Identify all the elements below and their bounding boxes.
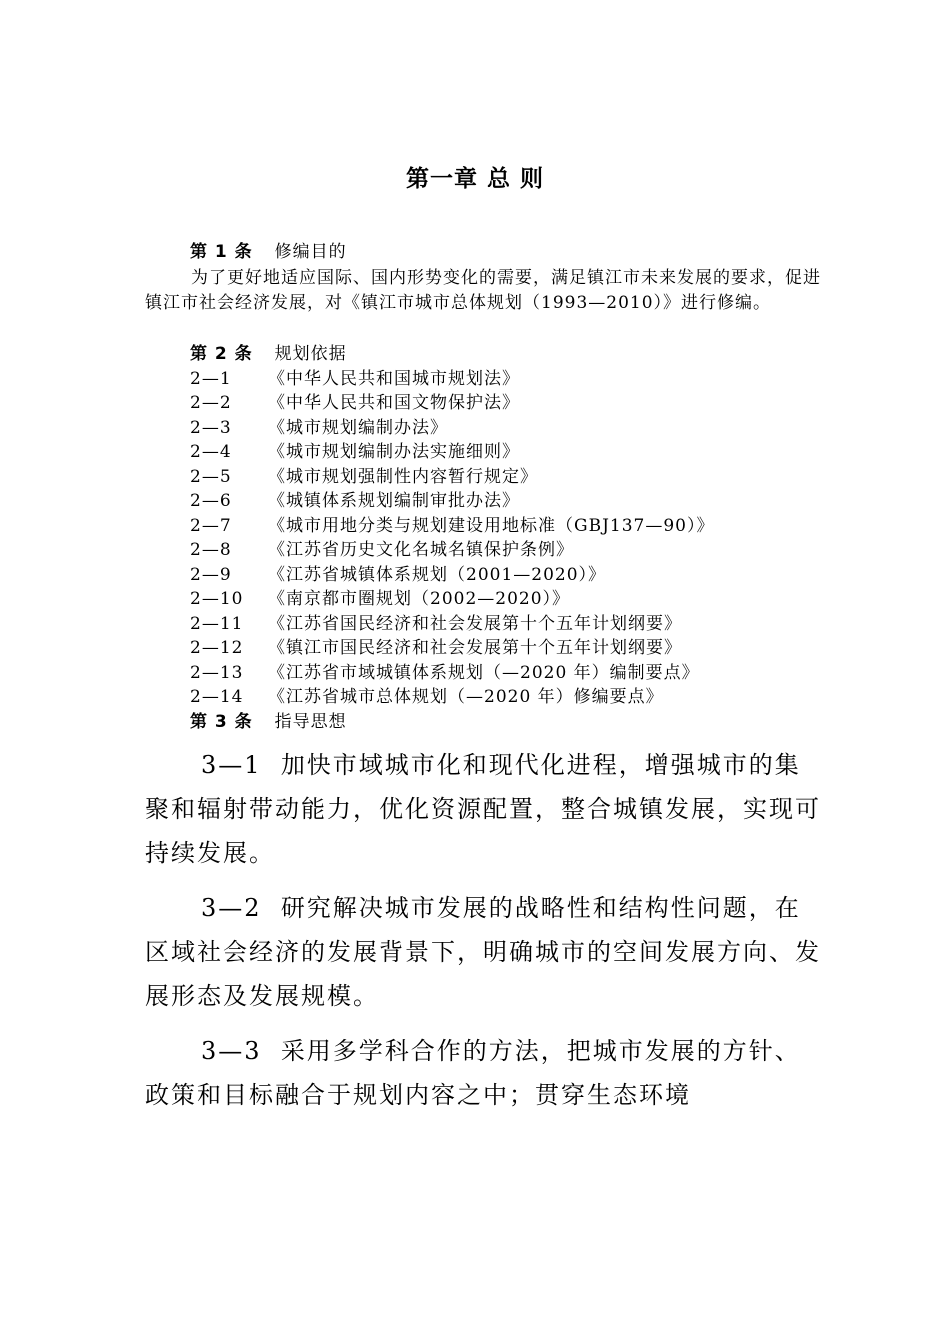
article-number: 第 2 条 xyxy=(190,344,253,364)
item-number: 2—11 xyxy=(190,613,244,634)
item-text: 加快市域城市化和现代化进程，增强城市的集聚和辐射带动能力，优化资源配置，整合城镇发展，实现可持续发展。 xyxy=(145,751,821,867)
paragraph xyxy=(145,743,825,875)
article-3-heading xyxy=(190,710,830,735)
item-text: 《城市规划编制办法》 xyxy=(268,417,448,438)
item-number: 2—10 xyxy=(190,589,244,609)
item-number: 3—1 xyxy=(201,751,262,779)
list-item xyxy=(190,489,830,514)
item-number: 2—14 xyxy=(190,687,244,707)
article-1-body xyxy=(145,266,825,315)
article-2 xyxy=(190,342,830,734)
article-title: 修编目的 xyxy=(274,242,347,262)
item-text: 《江苏省城镇体系规划（2001—2020）》 xyxy=(268,564,607,585)
item-number: 2—1 xyxy=(190,368,232,389)
item-number: 2—4 xyxy=(190,442,232,462)
article-title: 指导思想 xyxy=(274,711,347,732)
item-text: 《城市用地分类与规划建设用地标准（GBJ137—90）》 xyxy=(268,515,715,536)
item-text: 《城市规划强制性内容暂行规定》 xyxy=(268,466,538,487)
list-item xyxy=(190,636,830,661)
article-1-heading xyxy=(190,240,830,265)
article-number: 第 1 条 xyxy=(190,242,253,262)
article-number: 第 3 条 xyxy=(190,711,253,732)
item-text: 《中华人民共和国城市规划法》 xyxy=(268,368,520,389)
item-text: 研究解决城市发展的战略性和结构性问题，在区域社会经济的发展背景下，明确城市的空间发展方向、发展形态及发展规模。 xyxy=(145,894,821,1010)
item-text: 《城镇体系规划编制审批办法》 xyxy=(268,491,520,511)
item-number: 2—7 xyxy=(190,515,232,536)
article-3-body xyxy=(145,743,825,1128)
item-text: 《镇江市国民经济和社会发展第十个五年计划纲要》 xyxy=(268,638,682,658)
item-text: 《城市规划编制办法实施细则》 xyxy=(268,442,520,462)
item-text: 采用多学科合作的方法，把城市发展的方针、政策和目标融合于规划内容之中；贯穿生态环境 xyxy=(145,1037,801,1109)
item-number: 2—3 xyxy=(190,417,232,438)
item-text: 《江苏省市域城镇体系规划（—2020 年）编制要点》 xyxy=(268,662,700,683)
list-item xyxy=(190,440,830,465)
list-item xyxy=(190,612,830,637)
item-number: 2—6 xyxy=(190,491,232,511)
article-title: 规划依据 xyxy=(274,344,347,364)
list-item xyxy=(190,587,830,612)
item-text: 《中华人民共和国文物保护法》 xyxy=(268,393,520,413)
item-number: 2—13 xyxy=(190,662,244,683)
article-2-heading xyxy=(190,342,830,367)
item-number: 3—3 xyxy=(201,1037,262,1065)
list-item xyxy=(190,514,830,539)
paragraph: 为了更好地适应国际、国内形势变化的需要，满足镇江市未来发展的要求，促进镇江市社会经济发展，对《镇江市城市总体规划（1993—2010）》进行修编。 xyxy=(145,268,821,313)
item-number: 3—2 xyxy=(201,894,262,922)
list-item xyxy=(190,367,830,392)
item-number: 2—9 xyxy=(190,564,232,585)
item-number: 2—2 xyxy=(190,393,232,413)
paragraph xyxy=(145,1029,825,1117)
item-number: 2—12 xyxy=(190,638,244,658)
list-item xyxy=(190,391,830,416)
item-number: 2—5 xyxy=(190,466,232,487)
paragraph xyxy=(145,886,825,1018)
list-item xyxy=(190,563,830,588)
item-text: 《江苏省历史文化名城名镇保护条例》 xyxy=(268,540,574,560)
list-item xyxy=(190,538,830,563)
item-text: 《江苏省城市总体规划（—2020 年）修编要点》 xyxy=(268,687,664,707)
item-text: 《南京都市圈规划（2002—2020）》 xyxy=(268,589,571,609)
chapter-title: 第一章 总 则 xyxy=(405,166,544,192)
list-item xyxy=(190,465,830,490)
list-item xyxy=(190,661,830,686)
item-number: 2—8 xyxy=(190,540,232,560)
item-text: 《江苏省国民经济和社会发展第十个五年计划纲要》 xyxy=(268,613,682,634)
list-item xyxy=(190,416,830,441)
list-item xyxy=(190,685,830,710)
